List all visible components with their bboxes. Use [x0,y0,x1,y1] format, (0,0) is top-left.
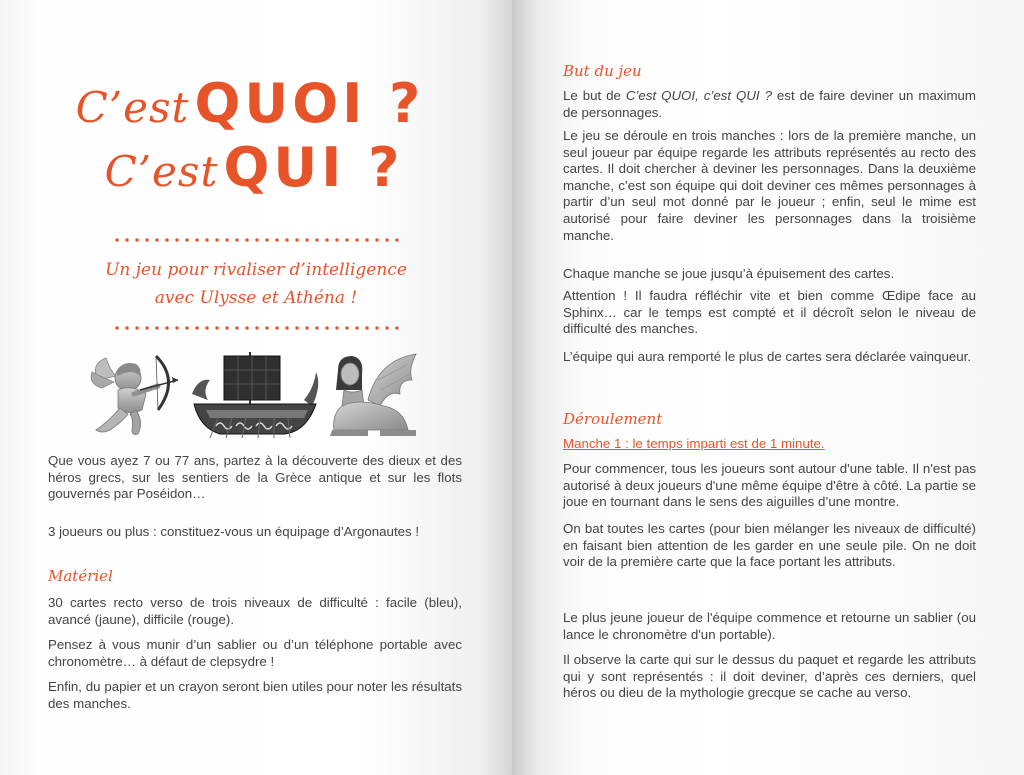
deroulement-paragraph-4: Il observe la carte qui sur le dessus du paquet et regarde les attributs qui y sont représentés : il doit deviner, d’après ces derniers, quel héros ou dieu de la mythologie grecque se cache au verso. [563,652,976,701]
dotted-divider-top [112,238,402,242]
title-script-1: C’est [75,83,190,132]
greek-ship-icon [188,350,322,440]
title-bold-2: QUI ? [223,136,404,199]
but-du-jeu-heading: But du jeu [563,62,642,80]
but-paragraph-2: Le jeu se déroule en trois manches : lors de la première manche, un seul joueur par équipe regarde les attributs représentés au recto des cartes. Il doit chercher à deviner les personnages. Dans la deuxième manche, c’est son équipe qui doit deviner ces mêmes personnages à partir d’un seul mot donné par le joueur ; enfin, seul le mime est autorisé pour faire deviner les personnages dans la troisième manche. [563,128,976,243]
game-title-em: C’est QUOI, c’est QUI ? [625,88,772,103]
manche-1-subheading: Manche 1 : le temps imparti est de 1 minute. [563,436,825,451]
but-paragraph-5: L’équipe qui aura remporté le plus de cartes sera déclarée vainqueur. [563,349,972,364]
deroulement-paragraph-2: On bat toutes les cartes (pour bien mélanger les niveaux de difficulté) en faisant bien attention de les garder en une seule pile. On ne doit voir de la première carte que la face portant les attributs. [563,521,976,570]
deroulement-paragraph-3: Le plus jeune joueur de l'équipe commence et retourne un sablier (ou lance le chronomètre d'un portable). [563,610,976,642]
title-line-1 [0,72,506,135]
materiel-paragraph-2: Pensez à vous munir d’un sablier ou d’un téléphone portable avec chronomètre… à défaut de clepsydre ! [48,637,462,669]
tagline-line-2: avec Ulysse et Athéna ! [154,288,358,308]
intro-paragraph: Que vous ayez 7 ou 77 ans, partez à la découverte des dieux et des héros grecs, sur les sentiers de la Grèce antique et sur les flots gouvernés par Poséidon… [48,453,462,502]
materiel-heading: Matériel [48,567,113,585]
tagline-line-1: Un jeu pour rivaliser d’intelligence [105,260,407,280]
dotted-divider-bottom [112,326,402,330]
deroulement-heading: Déroulement [563,410,663,428]
materiel-paragraph-3: Enfin, du papier et un crayon seront bien utiles pour noter les résultats des manches. [48,679,462,711]
materiel-paragraph-1: 30 cartes recto verso de trois niveaux de difficulté : facile (bleu), avancé (jaune), difficile (rouge). [48,595,462,627]
but-paragraph-4: Attention ! Il faudra réfléchir vite et bien comme Œdipe face au Sphinx… car le temps est compté et il décroît selon le niveau de difficulté des manches. [563,288,976,337]
sphinx-icon [328,350,418,440]
but-paragraph-3: Chaque manche se joue jusqu’à épuisement des cartes. [563,266,895,281]
but-paragraph-1-pre: Le but de [563,88,626,103]
players-paragraph: 3 joueurs ou plus : constituez-vous un équipage d’Argonautes ! [48,524,420,539]
but-paragraph-1 [563,88,976,121]
but-paragraph-1-post: est de faire deviner un maximum de personnages. [563,88,976,120]
title-script-2: C’est [104,147,219,196]
title-line-2 [0,136,510,199]
title-bold-1: QUOI ? [194,72,425,135]
cupid-icon [88,350,180,440]
deroulement-paragraph-1: Pour commencer, tous les joueurs sont autour d'une table. Il n'est pas autorisé à deux joueurs d'une même équipe d'être à côté. La partie se joue en tournant dans le sens des aiguilles d’une montre. [563,461,976,510]
